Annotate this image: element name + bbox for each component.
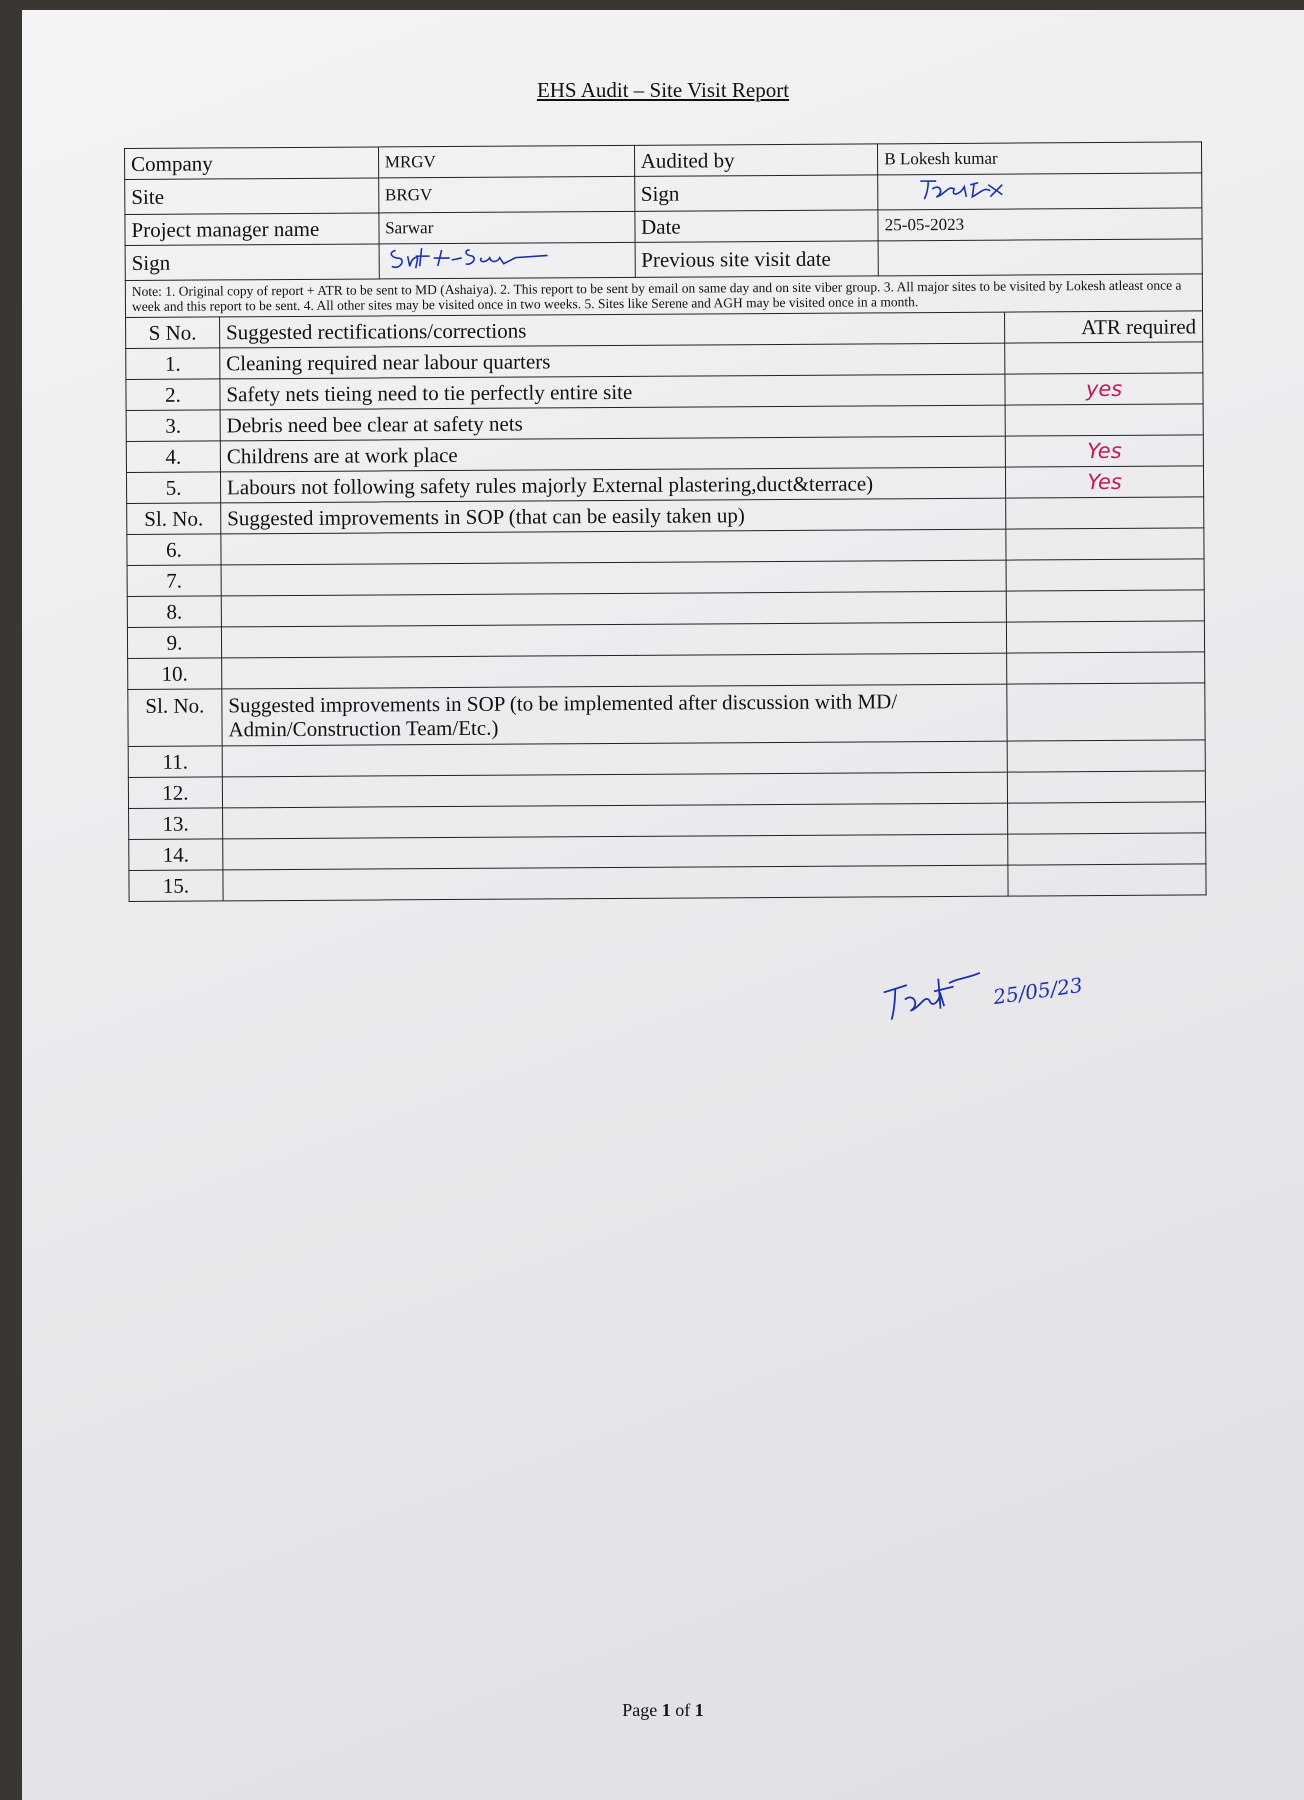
row-text [223,865,1008,901]
audited-by-label: Audited by [634,144,878,176]
date-label: Date [634,210,878,242]
empty-cell [1007,740,1205,772]
row-number: 8. [127,596,221,628]
page-number: 1 [661,1700,671,1720]
project-manager-value: Sarwar [379,211,635,244]
date-value: 25-05-2023 [878,208,1202,241]
row-number: 6. [127,534,221,566]
empty-cell [1008,833,1206,865]
auditor-signoff-signature [876,964,991,1025]
company-value: MRGV [378,145,634,178]
previous-visit-value [878,239,1202,276]
empty-cell [1007,683,1205,741]
empty-cell [1008,802,1206,834]
row-number: 12. [128,777,222,809]
atr-mark: Yes [1005,435,1203,467]
page-prefix: Page [622,1700,662,1720]
row-text: Labours not following safety rules majorly External plastering,duct&terrace) [220,467,1005,503]
row-text [221,622,1006,658]
row-number: 4. [126,441,220,473]
row-text [223,834,1008,870]
atr-mark [1005,342,1203,374]
pm-sign-label: Sign [125,244,379,281]
row-text [222,741,1007,777]
page-footer [22,1700,1304,1721]
row-number: 10. [128,658,222,690]
row-text [221,591,1006,627]
atr-header: ATR required [1005,311,1203,343]
row-number: 3. [126,410,220,442]
atr-mark: Yes [1006,466,1204,498]
row-text: Childrens are at work place [220,436,1005,472]
site-label: Site [125,178,379,215]
audit-form-table [124,141,1207,902]
report-note: Note: 1. Original copy of report + ATR to be sent to MD (Ashaiya). 2. This report to be sent by email on same day and on site viber group. 3. All major sites to be visited by Lokesh atleast once a week and this report to be sent. 4. All other sites may be visited once in two weeks. 5. Sites like Serene and AGH may be visited once in a month. [125,274,1202,318]
empty-cell [1006,590,1204,622]
row-text: Safety nets tieing need to tie perfectly entire site [220,374,1005,410]
row-text [221,560,1006,596]
sop-easy-header: Suggested improvements in SOP (that can be easily taken up) [221,498,1006,534]
row-text [221,529,1006,565]
section3-header [128,683,1205,747]
handwritten-signoff [876,951,1084,1025]
atr-mark: yes [1005,373,1203,405]
row-text: Cleaning required near labour quarters [220,343,1005,379]
row-number: 5. [126,472,220,504]
rectifications-header: Suggested rectifications/corrections [219,312,1004,348]
empty-cell [1007,652,1205,684]
row-number: 15. [129,870,223,902]
row-number: 11. [128,746,222,778]
company-label: Company [125,147,379,180]
sign-label: Sign [634,175,878,211]
empty-cell [1007,621,1205,653]
empty-cell [1008,864,1206,896]
audited-by-value: B Lokesh kumar [878,142,1202,175]
row-text [222,653,1007,689]
auditor-signature-cell [878,173,1202,210]
report-page [22,10,1304,1800]
row-text: Debris need bee clear at safety nets [220,405,1005,441]
row-number: 14. [129,839,223,871]
slno-header: Sl. No. [128,689,222,747]
sno-header: S No. [126,317,220,349]
page-of: of [670,1700,695,1720]
table-row [129,864,1206,902]
empty-cell [1006,497,1204,529]
project-manager-label: Project manager name [125,213,379,246]
handwritten-date: 25/05/23 [991,972,1085,1010]
previous-visit-label: Previous site visit date [635,241,879,277]
row-number: 13. [129,808,223,840]
row-number: 7. [127,565,221,597]
row-number: 1. [126,348,220,380]
pm-signature [385,243,555,272]
page-total: 1 [694,1700,704,1720]
empty-cell [1007,771,1205,803]
empty-cell [1006,528,1204,560]
pm-signature-cell [379,242,635,279]
row-number: 2. [126,379,220,411]
atr-mark [1005,404,1203,436]
row-number: 9. [127,627,221,659]
site-value: BRGV [378,176,634,213]
auditor-signature [884,174,1024,203]
empty-cell [1006,559,1204,591]
row-text [222,803,1007,839]
slno-header: Sl. No. [127,503,221,535]
sop-discussion-header: Suggested improvements in SOP (to be implemented after discussion with MD/ Admin/Construction Team/Etc.) [222,684,1008,746]
report-title: EHS Audit – Site Visit Report [536,78,790,102]
row-text [222,772,1007,808]
